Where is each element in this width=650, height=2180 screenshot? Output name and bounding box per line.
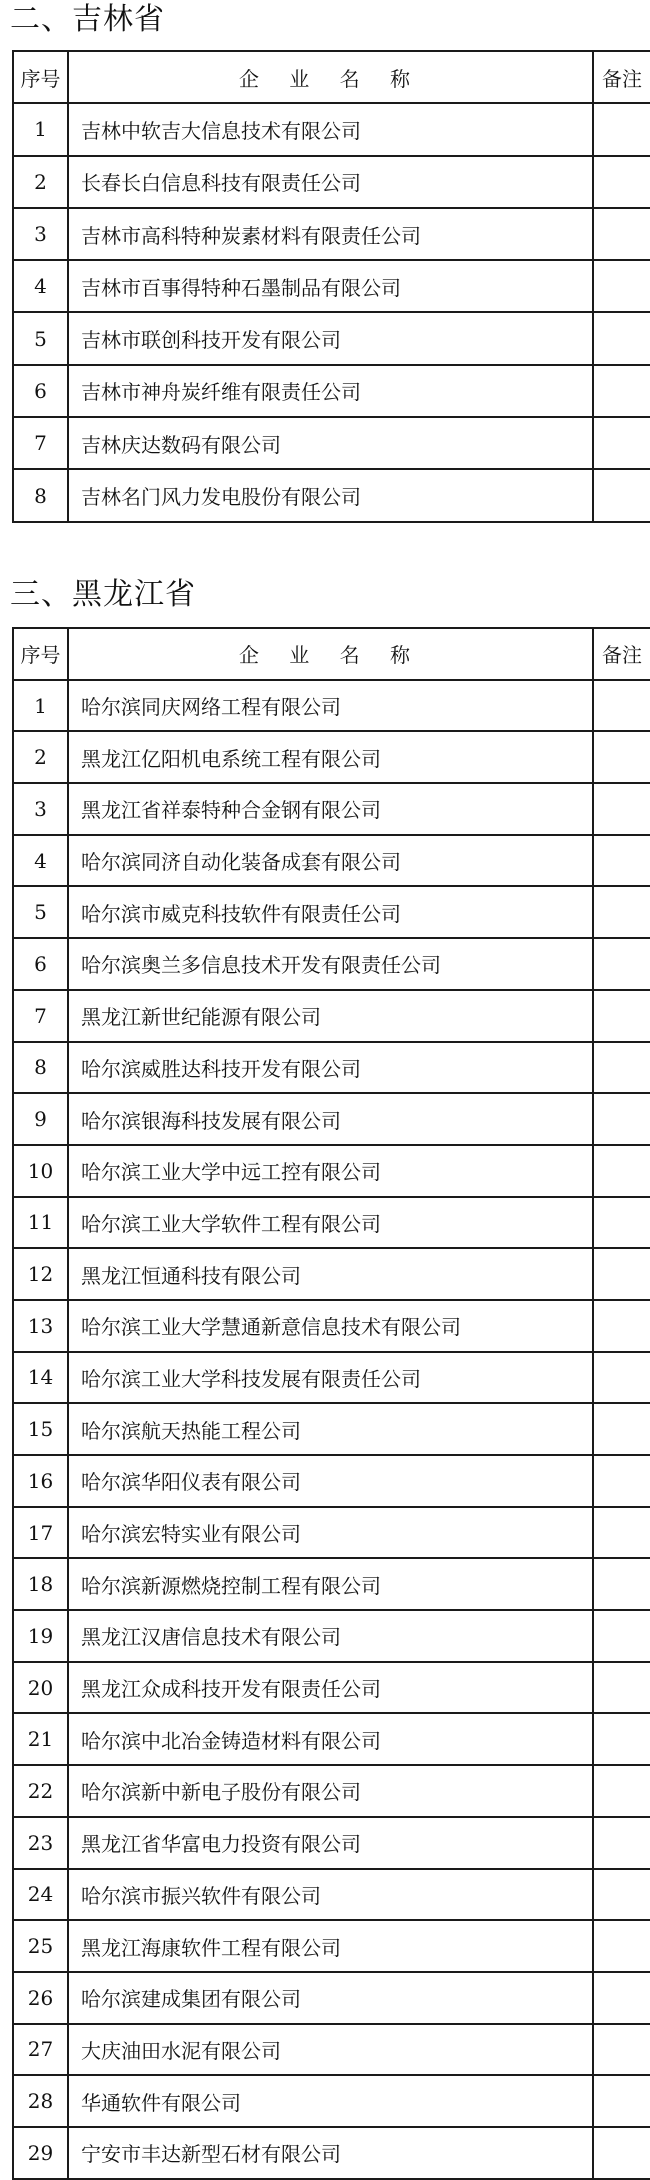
enterprise-name: 哈尔滨工业大学软件工程有限公司 bbox=[68, 1197, 593, 1249]
row-note bbox=[593, 886, 650, 938]
enterprise-name: 黑龙江汉唐信息技术有限公司 bbox=[68, 1610, 593, 1662]
row-number: 14 bbox=[13, 1352, 68, 1404]
enterprise-name: 黑龙江新世纪能源有限公司 bbox=[68, 990, 593, 1042]
row-note bbox=[593, 2127, 650, 2179]
table-row bbox=[13, 156, 650, 208]
table-header-row bbox=[13, 628, 650, 680]
row-note bbox=[593, 103, 650, 155]
row-note bbox=[593, 1765, 650, 1817]
section-title-heilongjiang: 三、黑龙江省 bbox=[10, 577, 196, 612]
row-note bbox=[593, 1713, 650, 1765]
enterprise-name: 哈尔滨工业大学慧通新意信息技术有限公司 bbox=[68, 1300, 593, 1352]
row-note bbox=[593, 1817, 650, 1869]
row-note bbox=[593, 1300, 650, 1352]
row-note bbox=[593, 1662, 650, 1714]
row-note bbox=[593, 2075, 650, 2127]
row-note bbox=[593, 1972, 650, 2024]
table-row bbox=[13, 1765, 650, 1817]
row-number: 27 bbox=[13, 2024, 68, 2076]
enterprise-name: 黑龙江省华富电力投资有限公司 bbox=[68, 1817, 593, 1869]
table-row bbox=[13, 1300, 650, 1352]
table-header-row bbox=[13, 51, 650, 103]
enterprise-table-heilongjiang bbox=[12, 627, 650, 2180]
row-number: 18 bbox=[13, 1558, 68, 1610]
row-note bbox=[593, 1197, 650, 1249]
enterprise-table-jilin bbox=[12, 50, 650, 523]
row-note bbox=[593, 990, 650, 1042]
row-number: 2 bbox=[13, 156, 68, 208]
table-row bbox=[13, 2024, 650, 2076]
enterprise-name: 吉林名门风力发电股份有限公司 bbox=[68, 469, 593, 521]
column-header-note: 备注 bbox=[593, 51, 650, 103]
row-note bbox=[593, 1248, 650, 1300]
row-note bbox=[593, 156, 650, 208]
row-note bbox=[593, 1455, 650, 1507]
row-note bbox=[593, 312, 650, 364]
row-number: 4 bbox=[13, 260, 68, 312]
table-row bbox=[13, 1713, 650, 1765]
enterprise-name: 黑龙江恒通科技有限公司 bbox=[68, 1248, 593, 1300]
table-row bbox=[13, 835, 650, 887]
row-number: 21 bbox=[13, 1713, 68, 1765]
row-note bbox=[593, 260, 650, 312]
table-row bbox=[13, 1610, 650, 1662]
row-number: 6 bbox=[13, 938, 68, 990]
row-number: 10 bbox=[13, 1145, 68, 1197]
table-row bbox=[13, 208, 650, 260]
table-row bbox=[13, 1455, 650, 1507]
row-number: 6 bbox=[13, 365, 68, 417]
row-number: 8 bbox=[13, 469, 68, 521]
column-header-no: 序号 bbox=[13, 51, 68, 103]
enterprise-name: 宁安市丰达新型石材有限公司 bbox=[68, 2127, 593, 2179]
enterprise-name: 哈尔滨新中新电子股份有限公司 bbox=[68, 1765, 593, 1817]
enterprise-name: 哈尔滨奥兰多信息技术开发有限责任公司 bbox=[68, 938, 593, 990]
table-row bbox=[13, 938, 650, 990]
table-row bbox=[13, 1662, 650, 1714]
table-row bbox=[13, 1403, 650, 1455]
row-number: 5 bbox=[13, 886, 68, 938]
row-number: 8 bbox=[13, 1042, 68, 1094]
row-note bbox=[593, 1869, 650, 1921]
row-note bbox=[593, 365, 650, 417]
row-note bbox=[593, 680, 650, 732]
row-number: 1 bbox=[13, 103, 68, 155]
enterprise-name: 哈尔滨同济自动化装备成套有限公司 bbox=[68, 835, 593, 887]
row-note bbox=[593, 417, 650, 469]
enterprise-name: 吉林中软吉大信息技术有限公司 bbox=[68, 103, 593, 155]
table-row bbox=[13, 680, 650, 732]
enterprise-name: 吉林市高科特种炭素材料有限责任公司 bbox=[68, 208, 593, 260]
row-number: 17 bbox=[13, 1507, 68, 1559]
row-number: 4 bbox=[13, 835, 68, 887]
row-note bbox=[593, 783, 650, 835]
row-note bbox=[593, 1352, 650, 1404]
row-number: 15 bbox=[13, 1403, 68, 1455]
row-note bbox=[593, 469, 650, 521]
enterprise-name: 华通软件有限公司 bbox=[68, 2075, 593, 2127]
table-row bbox=[13, 1920, 650, 1972]
enterprise-name: 黑龙江省祥泰特种合金钢有限公司 bbox=[68, 783, 593, 835]
row-note bbox=[593, 1042, 650, 1094]
row-number: 28 bbox=[13, 2075, 68, 2127]
enterprise-name: 哈尔滨航天热能工程公司 bbox=[68, 1403, 593, 1455]
row-number: 25 bbox=[13, 1920, 68, 1972]
enterprise-name: 哈尔滨新源燃烧控制工程有限公司 bbox=[68, 1558, 593, 1610]
table-row bbox=[13, 1042, 650, 1094]
enterprise-name: 长春长白信息科技有限责任公司 bbox=[68, 156, 593, 208]
table-row bbox=[13, 1248, 650, 1300]
row-note bbox=[593, 1093, 650, 1145]
table-row bbox=[13, 2075, 650, 2127]
enterprise-name: 吉林庆达数码有限公司 bbox=[68, 417, 593, 469]
column-header-no: 序号 bbox=[13, 628, 68, 680]
row-number: 12 bbox=[13, 1248, 68, 1300]
table-row bbox=[13, 990, 650, 1042]
row-number: 16 bbox=[13, 1455, 68, 1507]
table-row bbox=[13, 260, 650, 312]
table-row bbox=[13, 312, 650, 364]
column-header-name-text: 企 业 名 称 bbox=[238, 66, 423, 91]
table-row bbox=[13, 886, 650, 938]
table-row bbox=[13, 1197, 650, 1249]
row-number: 26 bbox=[13, 1972, 68, 2024]
row-number: 24 bbox=[13, 1869, 68, 1921]
enterprise-name: 哈尔滨中北冶金铸造材料有限公司 bbox=[68, 1713, 593, 1765]
table-row bbox=[13, 783, 650, 835]
row-number: 19 bbox=[13, 1610, 68, 1662]
row-note bbox=[593, 1145, 650, 1197]
table-row bbox=[13, 417, 650, 469]
table-row bbox=[13, 1352, 650, 1404]
enterprise-name: 哈尔滨同庆网络工程有限公司 bbox=[68, 680, 593, 732]
enterprise-name: 哈尔滨宏特实业有限公司 bbox=[68, 1507, 593, 1559]
enterprise-name: 吉林市联创科技开发有限公司 bbox=[68, 312, 593, 364]
row-note bbox=[593, 1610, 650, 1662]
table-row bbox=[13, 469, 650, 521]
row-number: 23 bbox=[13, 1817, 68, 1869]
row-number: 3 bbox=[13, 783, 68, 835]
table-row bbox=[13, 1972, 650, 2024]
enterprise-name: 哈尔滨建成集团有限公司 bbox=[68, 1972, 593, 2024]
row-number: 7 bbox=[13, 417, 68, 469]
enterprise-name: 哈尔滨银海科技发展有限公司 bbox=[68, 1093, 593, 1145]
row-note bbox=[593, 731, 650, 783]
row-note bbox=[593, 1558, 650, 1610]
table-row bbox=[13, 1869, 650, 1921]
section-title-jilin: 二、吉林省 bbox=[10, 2, 165, 37]
enterprise-name: 哈尔滨华阳仪表有限公司 bbox=[68, 1455, 593, 1507]
row-number: 5 bbox=[13, 312, 68, 364]
enterprise-name: 哈尔滨威胜达科技开发有限公司 bbox=[68, 1042, 593, 1094]
table-row bbox=[13, 731, 650, 783]
row-note bbox=[593, 1507, 650, 1559]
row-number: 3 bbox=[13, 208, 68, 260]
table-row bbox=[13, 1817, 650, 1869]
row-note bbox=[593, 938, 650, 990]
enterprise-name: 哈尔滨工业大学科技发展有限责任公司 bbox=[68, 1352, 593, 1404]
enterprise-name: 黑龙江众成科技开发有限责任公司 bbox=[68, 1662, 593, 1714]
column-header-name-text: 企 业 名 称 bbox=[238, 643, 423, 668]
row-number: 20 bbox=[13, 1662, 68, 1714]
table-row bbox=[13, 1507, 650, 1559]
enterprise-name: 大庆油田水泥有限公司 bbox=[68, 2024, 593, 2076]
table-row bbox=[13, 1093, 650, 1145]
table-row bbox=[13, 365, 650, 417]
row-note bbox=[593, 835, 650, 887]
row-note bbox=[593, 1920, 650, 1972]
row-number: 11 bbox=[13, 1197, 68, 1249]
row-note bbox=[593, 1403, 650, 1455]
table-row bbox=[13, 2127, 650, 2179]
enterprise-name: 黑龙江亿阳机电系统工程有限公司 bbox=[68, 731, 593, 783]
row-number: 22 bbox=[13, 1765, 68, 1817]
enterprise-name: 吉林市神舟炭纤维有限责任公司 bbox=[68, 365, 593, 417]
enterprise-name: 吉林市百事得特种石墨制品有限公司 bbox=[68, 260, 593, 312]
enterprise-name: 哈尔滨市振兴软件有限公司 bbox=[68, 1869, 593, 1921]
row-number: 1 bbox=[13, 680, 68, 732]
column-header-note: 备注 bbox=[593, 628, 650, 680]
row-number: 7 bbox=[13, 990, 68, 1042]
enterprise-name: 哈尔滨市威克科技软件有限责任公司 bbox=[68, 886, 593, 938]
row-number: 2 bbox=[13, 731, 68, 783]
enterprise-name: 黑龙江海康软件工程有限公司 bbox=[68, 1920, 593, 1972]
row-note bbox=[593, 2024, 650, 2076]
table-row bbox=[13, 1558, 650, 1610]
column-header-name bbox=[68, 628, 593, 680]
table-row bbox=[13, 1145, 650, 1197]
row-number: 9 bbox=[13, 1093, 68, 1145]
table-row bbox=[13, 103, 650, 155]
row-number: 13 bbox=[13, 1300, 68, 1352]
row-number: 29 bbox=[13, 2127, 68, 2179]
enterprise-name: 哈尔滨工业大学中远工控有限公司 bbox=[68, 1145, 593, 1197]
row-note bbox=[593, 208, 650, 260]
column-header-name bbox=[68, 51, 593, 103]
